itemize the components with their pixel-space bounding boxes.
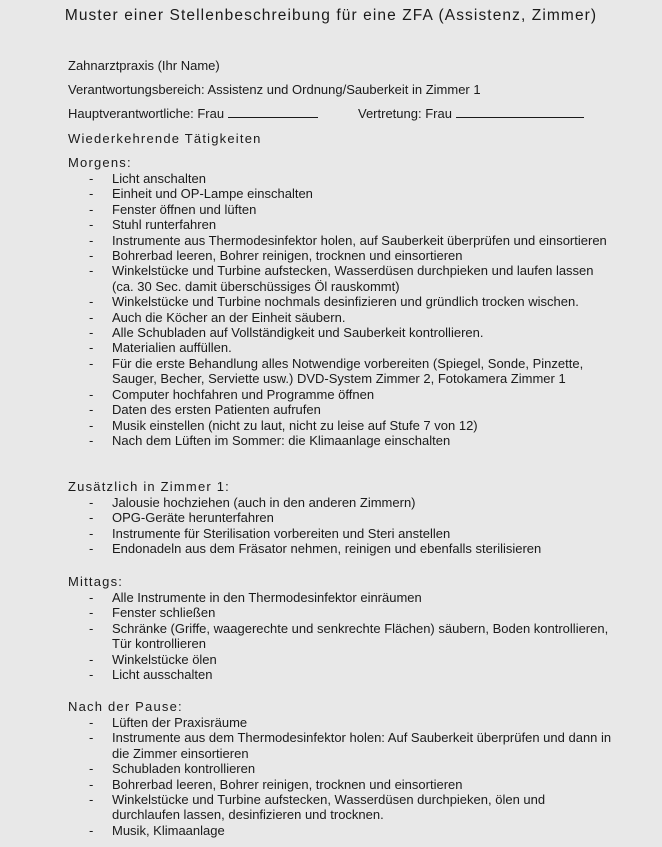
list-item: - Bohrerbad leeren, Bohrer reinigen, trocknen und einsortieren xyxy=(68,248,613,263)
list-item: - Auch die Köcher an der Einheit säubern. xyxy=(68,310,613,325)
section-heading-room1: Zusätzlich in Zimmer 1: xyxy=(68,479,230,494)
list-item: - Winkelstücke ölen xyxy=(68,652,613,667)
deputy-field xyxy=(358,106,584,121)
room1-task-list xyxy=(68,495,613,557)
list-item: - Musik, Klimaanlage xyxy=(68,823,613,838)
list-item: - Daten des ersten Patienten aufrufen xyxy=(68,402,613,417)
document-title: Muster einer Stellenbeschreibung für eine ZFA (Assistenz, Zimmer) xyxy=(64,7,598,24)
list-item: - Schränke (Griffe, waagerechte und senkrechte Flächen) säubern, Boden kontrollieren, Tür kontrollieren xyxy=(68,621,613,652)
list-item: - Winkelstücke und Turbine nochmals desinfizieren und gründlich trocken wischen. xyxy=(68,294,613,309)
list-item: - Stuhl runterfahren xyxy=(68,217,613,232)
after-break-task-list xyxy=(68,715,613,838)
list-item: - Einheit und OP-Lampe einschalten xyxy=(68,186,613,201)
section-heading-noon: Mittags: xyxy=(68,574,124,589)
list-item: - Jalousie hochziehen (auch in den anderen Zimmern) xyxy=(68,495,613,510)
list-item: - Für die erste Behandlung alles Notwendige vorbereiten (Spiegel, Sonde, Pinzette, Sauger, Becher, Serviette usw.) DVD-System Zimmer 2, Fotokamera Zimmer 1 xyxy=(68,356,613,387)
list-item: - Nach dem Lüften im Sommer: die Klimaanlage einschalten xyxy=(68,433,613,448)
list-item: - Bohrerbad leeren, Bohrer reinigen, trocknen und einsortieren xyxy=(68,777,613,792)
recurring-tasks-heading: Wiederkehrende Tätigkeiten xyxy=(68,131,262,146)
list-item: - Winkelstücke und Turbine aufstecken, Wasserdüsen durchpieken, ölen und durchlaufen lassen, desinfizieren und trocknen. xyxy=(68,792,613,823)
list-item: - Lüften der Praxisräume xyxy=(68,715,613,730)
list-item: - Musik einstellen (nicht zu laut, nicht zu leise auf Stufe 7 von 12) xyxy=(68,418,613,433)
main-responsible-blank xyxy=(228,106,318,118)
list-item: - Schubladen kontrollieren xyxy=(68,761,613,776)
main-responsible-label: Hauptverantwortliche: Frau xyxy=(68,106,225,121)
list-item: - Endonadeln aus dem Fräsator nehmen, reinigen und ebenfalls sterilisieren xyxy=(68,541,613,556)
list-item: - Materialien auffüllen. xyxy=(68,340,613,355)
responsibility-area: Verantwortungsbereich: Assistenz und Ordnung/Sauberkeit in Zimmer 1 xyxy=(68,82,481,97)
list-item: - Licht anschalten xyxy=(68,171,613,186)
list-item: - Alle Schubladen auf Vollständigkeit und Sauberkeit kontrollieren. xyxy=(68,325,613,340)
list-item: - Fenster öffnen und lüften xyxy=(68,202,613,217)
main-responsible-field xyxy=(68,106,318,121)
list-item: - Instrumente aus dem Thermodesinfektor holen: Auf Sauberkeit überprüfen und dann in die Zimmer einsortieren xyxy=(68,730,613,761)
section-heading-morning: Morgens: xyxy=(68,155,132,170)
practice-name: Zahnarztpraxis (Ihr Name) xyxy=(68,58,220,73)
list-item: - Licht ausschalten xyxy=(68,667,613,682)
deputy-label: Vertretung: Frau xyxy=(358,106,452,121)
morning-task-list xyxy=(68,171,613,448)
list-item: - Computer hochfahren und Programme öffnen xyxy=(68,387,613,402)
list-item: - Instrumente aus Thermodesinfektor holen, auf Sauberkeit überprüfen und einsortieren xyxy=(68,233,613,248)
list-item: - OPG-Geräte herunterfahren xyxy=(68,510,613,525)
list-item: - Fenster schließen xyxy=(68,605,613,620)
list-item: - Winkelstücke und Turbine aufstecken, Wasserdüsen durchpieken und laufen lassen (ca. 30 Sec. damit überschüssiges Öl rauskommt) xyxy=(68,263,613,294)
list-item: - Alle Instrumente in den Thermodesinfektor einräumen xyxy=(68,590,613,605)
section-heading-after-break: Nach der Pause: xyxy=(68,699,183,714)
list-item: - Instrumente für Sterilisation vorbereiten und Steri anstellen xyxy=(68,526,613,541)
noon-task-list xyxy=(68,590,613,682)
deputy-blank xyxy=(456,106,584,118)
